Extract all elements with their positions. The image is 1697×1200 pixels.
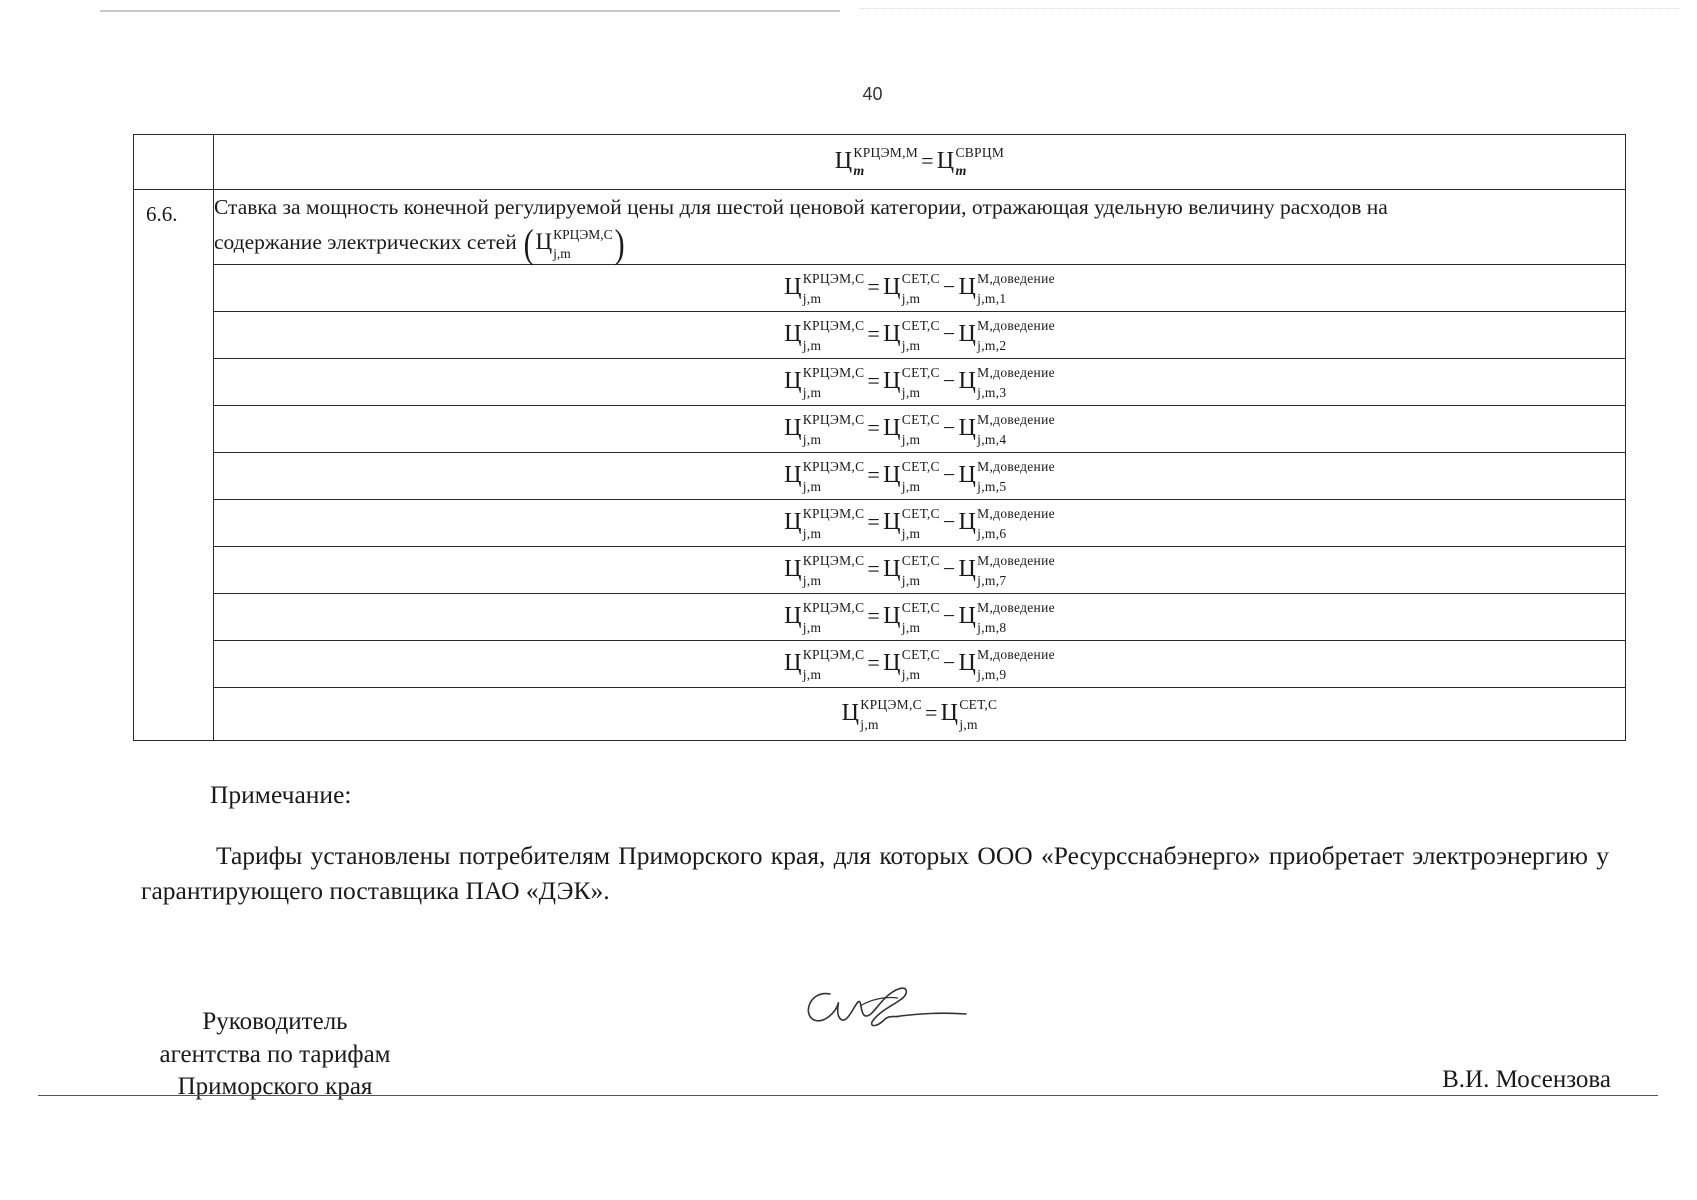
formula-row <box>134 688 1626 741</box>
formula: Ц КРЦЭМ,С j,m = Ц СЕТ,С j,m − Ц М,доведение j,m,6 <box>784 506 1055 541</box>
formula-cell <box>214 135 1626 190</box>
formula-row <box>134 265 1626 312</box>
formula-row <box>134 359 1626 406</box>
formula: Ц КРЦЭМ,С j,m = Ц СЕТ,С j,m − Ц М,доведение j,m,4 <box>784 412 1055 447</box>
formula-row <box>134 312 1626 359</box>
note-text: Тарифы установлены потребителям Приморского края, для которых ООО «Ресурсснабэнерго» приобретает электроэнергию у гарантирующего поставщика ПАО «ДЭК». <box>141 841 1609 905</box>
formula-cell <box>214 641 1626 688</box>
formula-top: Ц КРЦЭМ,М m = Ц СВРЦМ m <box>834 144 1005 180</box>
formula-row <box>134 594 1626 641</box>
formula: Ц КРЦЭМ,С j,m = Ц СЕТ,С j,m − Ц М,доведение j,m,7 <box>784 553 1055 588</box>
bottom-rule <box>38 1095 1658 1096</box>
handwritten-signature <box>800 976 970 1036</box>
formula-cell <box>214 265 1626 312</box>
table-row <box>134 135 1626 190</box>
formula: Ц КРЦЭМ,С j,m = Ц СЕТ,С j,m − Ц М,доведение j,m,3 <box>784 365 1055 400</box>
table-row-6-6 <box>134 190 1626 265</box>
formula-cell <box>214 359 1626 406</box>
row-description: Ставка за мощность конечной регулируемой цены для шестой ценовой категории, отражающая удельную величину расходов на содержание электрических сетей (Ц КРЦЭМ,С j,m ) <box>214 190 1626 265</box>
scan-edge-dots <box>860 8 1680 9</box>
formula: Ц КРЦЭМ,С j,m = Ц СЕТ,С j,m − Ц М,доведение j,m,2 <box>784 318 1055 353</box>
formula-cell <box>214 500 1626 547</box>
formula-cell <box>214 406 1626 453</box>
formula-row <box>134 641 1626 688</box>
formula: Ц КРЦЭМ,С j,m = Ц СЕТ,С j,m <box>841 697 998 732</box>
formula-table <box>133 134 1626 741</box>
formula: Ц КРЦЭМ,С j,m = Ц СЕТ,С j,m − Ц М,доведение j,m,8 <box>784 600 1055 635</box>
formula-row <box>134 406 1626 453</box>
page-number: 40 <box>862 84 883 104</box>
description-line-1: Ставка за мощность конечной регулируемой цены для шестой ценовой категории, отражающая удельную величину расходов на <box>214 195 1388 219</box>
signer-position: Руководитель агентства по тарифам Приморского края <box>159 1008 391 1100</box>
formula-cell <box>214 312 1626 359</box>
formula-cell <box>214 453 1626 500</box>
formula-row <box>134 547 1626 594</box>
formula-cell <box>214 594 1626 641</box>
formula-cell <box>214 547 1626 594</box>
row-number-cell-empty <box>134 135 214 190</box>
formula-row <box>134 453 1626 500</box>
row-number: 6.6. <box>134 190 214 741</box>
description-line-2: содержание электрических сетей <box>214 229 517 254</box>
formula-row <box>134 500 1626 547</box>
formula: Ц КРЦЭМ,С j,m = Ц СЕТ,С j,m − Ц М,доведение j,m,1 <box>784 271 1055 306</box>
formula: Ц КРЦЭМ,С j,m = Ц СЕТ,С j,m − Ц М,доведение j,m,9 <box>784 647 1055 682</box>
formula: Ц КРЦЭМ,С j,m = Ц СЕТ,С j,m − Ц М,доведение j,m,5 <box>784 459 1055 494</box>
scan-edge-line <box>100 10 840 12</box>
formula-cell <box>214 688 1626 741</box>
note-label: Примечание: <box>210 780 352 809</box>
signer-name: В.И. Мосензова <box>1442 1066 1611 1093</box>
